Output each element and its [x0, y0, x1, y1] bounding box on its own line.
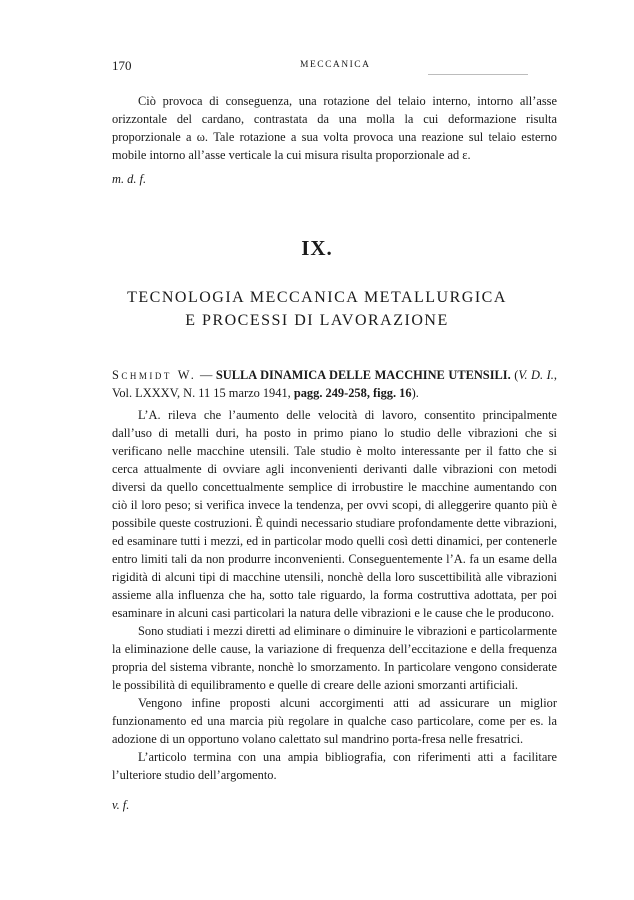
- header-rule: [428, 74, 528, 75]
- section-title: [0, 286, 634, 332]
- page-header: [0, 58, 634, 78]
- article-initials: v. f.: [112, 798, 130, 812]
- page-number: 170: [112, 58, 132, 73]
- article-paragraph: L’articolo termina con una ampia bibliografia, con riferimenti atti a facilitare l’ulteriore studio dell’argomento.: [112, 750, 557, 782]
- source-journal: V. D. I.: [518, 368, 554, 382]
- article-body: [112, 406, 557, 814]
- source-pages: pagg. 249-258, figg. 16: [293, 386, 412, 400]
- article-dash: —: [199, 368, 213, 382]
- intro-paragraph: Ciò provoca di conseguenza, una rotazione del telaio interno, intorno all’asse orizzontale del cardano, contrastata da una molla la cui deformazione risulta proporzionale a ω. Tale rotazione a sua volta provoca una reazione sul telaio esterno mobile intorno all’asse verticale la cui misura risulta proporzionale ad ε.: [112, 94, 557, 162]
- article-title: SULLA DINAMICA DELLE MACCHINE UTENSILI.: [215, 368, 511, 382]
- article-heading: [112, 366, 557, 402]
- source-open-paren: (: [514, 368, 519, 382]
- article-author: Schmidt W.: [112, 368, 197, 382]
- source-close-paren: ).: [411, 386, 419, 400]
- intro-initials: m. d. f.: [112, 172, 147, 186]
- section-title-line-1: TECNOLOGIA MECCANICA METALLURGICA: [127, 289, 507, 306]
- article-paragraph: Vengono infine proposti alcuni accorgimenti atti ad assicurare un miglior funzionamento ed una marcia più regolare in qualche caso particolare, come per es. la adozione di un opportuno volano calettato sul mandrino porta-fresa nelle fresatrici.: [112, 696, 557, 746]
- running-head: MECCANICA: [300, 60, 371, 70]
- source-volume: , Vol. LXXXV, N. 11 15 marzo 1941,: [112, 368, 557, 400]
- section-number: IX.: [301, 236, 333, 260]
- section-title-line-2: E PROCESSI DI LAVORAZIONE: [185, 312, 449, 329]
- article-paragraph: L’A. rileva che l’aumento delle velocità di lavoro, consentito principalmente dall’uso di metalli duri, ha posto in primo piano lo studio delle vibrazioni che si verificano nelle macchine utensili. Tale studio è molto interessante per il fatto che si cerca attualmente di ovviare agli inconvenienti derivanti dalle vibrazioni con metodi diversi da quello concettualmente semplice di irrobustire le macchine aumentando con ciò il loro peso; si verifica invece la tendenza, per ovvi scopi, di alleggerire quanto più è possibile queste costruzioni. È quindi necessario studiare profondamente dette vibrazioni, ed esaminare tutti i mezzi, ed in particolar modo quelli così detti dinamici, per contenerle entro limiti tali da non produrre inconvenienti. Conseguentemente l’A. fa un esame della rigidità di alcuni tipi di macchine utensili, nonchè della loro suscettibilità alle vibrazioni assieme alla influenza che ha, sotto tale riguardo, la forma costruttiva adottata, per poi esaminare in alcuni casi particolari la natura delle vibrazioni e le cause che le producono.: [112, 408, 557, 620]
- article-paragraph: Sono studiati i mezzi diretti ad eliminare o diminuire le vibrazioni e particolarmente la eliminazione delle cause, la variazione di frequenza dell’eccitazione e della frequenza propria del sistema vibrante, nonchè lo smorzamento. In particolare vengono considerate le possibilità di equilibramento e quelle di creare delle azioni smorzanti artificiali.: [112, 624, 557, 692]
- intro-section: [112, 92, 557, 188]
